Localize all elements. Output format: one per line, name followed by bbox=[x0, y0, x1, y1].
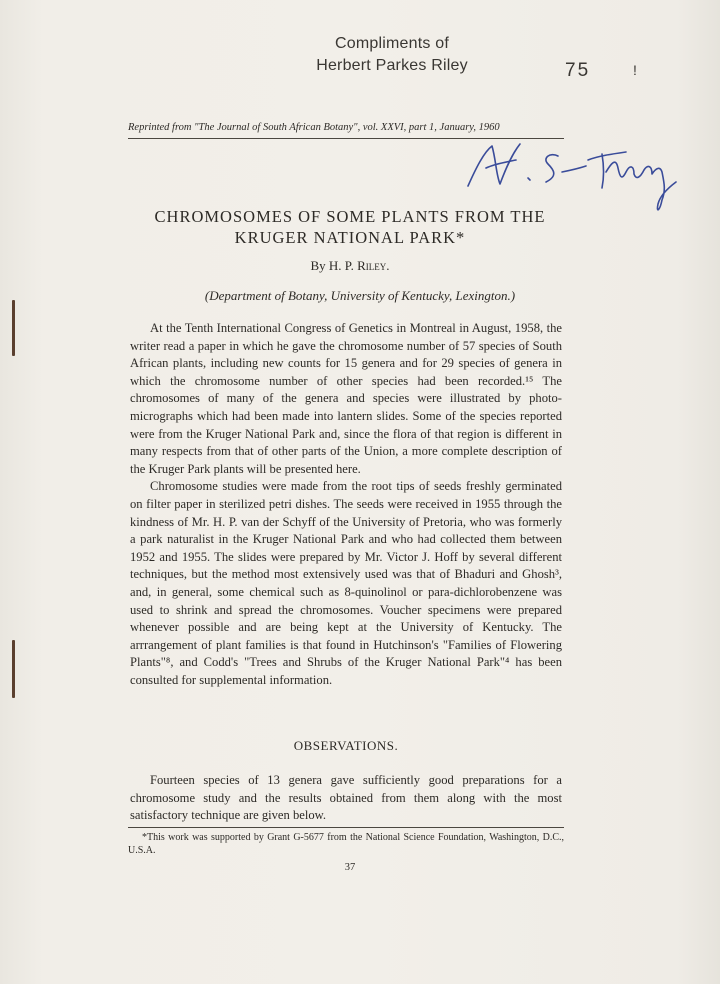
author-affiliation: (Department of Botany, University of Kentucky, Lexington.) bbox=[204, 288, 516, 303]
stamped-number: 75 bbox=[565, 60, 591, 81]
footnote-text: *This work was supported by Grant G-5677 from the National Science Foundation, Washington, D.C., U.S.A. bbox=[128, 832, 564, 856]
paragraph-1: At the Tenth International Congress of Genetics in Montreal in August, 1958, the writer read a paper in which he gave the chromosome number of 57 species of South African plants, including new counts for 15 genera and for 29 species of genera in which the chromosome number of other species had been recorded.¹⁵ The chromosomes of many of the genera and species were illustrated by photo-micrographs which had been made into lantern slides. Some of the species reported were from the Kruger National Park and, since the flora of that region is different in many respects from that of other parts of the Union, a more complete description of the Kruger Park plants will be presented here. bbox=[130, 321, 562, 476]
observations-text bbox=[130, 772, 562, 825]
paragraph-3: Fourteen species of 13 genera gave sufficiently good preparations for a chromosome study and the results obtained from them along with the most satisfactory technique are given below. bbox=[130, 773, 562, 823]
article-title-line1: CHROMOSOMES OF SOME PLANTS FROM THE bbox=[154, 207, 546, 226]
footnote bbox=[128, 832, 564, 857]
author-name: H. P. Riley. bbox=[328, 258, 390, 273]
compliments-stamp-line1: Compliments of bbox=[335, 35, 449, 52]
footnote-rule bbox=[128, 827, 564, 828]
byline-prefix: By bbox=[310, 258, 326, 273]
section-heading-observations: OBSERVATIONS. bbox=[293, 738, 399, 753]
byline bbox=[100, 258, 600, 274]
paragraph-2: Chromosome studies were made from the root tips of seeds freshly germinated on filter paper in sterilized petri dishes. The seeds were received in 1955 through the kindness of Mr. H. P. van der Schyff of the University of Pretoria, who was formerly a park naturalist in the Kruger National Park and who had collected them between 1952 and 1955. The slides were prepared by Mr. Victor J. Hoff by several different techniques, but the method most extensively used was that of Bhaduri and Ghosh³, and, in general, some chemical such as 8-quinolinol or para-dichlorobenzene was used to shrink and spread the chromosomes. Voucher specimens were prepared whenever possible and are being kept at the University of Kentucky. The arrrangement of plant families is that found in Hutchinson's "Families of Flowering Plants"⁸, and Codd's "Trees and Shrubs of the Kruger National Park"⁴ has been consulted for supplemental information. bbox=[130, 479, 562, 687]
article-title-line2: KRUGER NATIONAL PARK* bbox=[234, 228, 466, 247]
compliments-stamp-line2: Herbert Parkes Riley bbox=[316, 57, 468, 74]
left-edge-mark-lower bbox=[12, 640, 15, 698]
reprint-citation: Reprinted from "The Journal of South African Botany", vol. XXVI, part 1, January, 1960 bbox=[128, 122, 500, 133]
introduction-text bbox=[130, 320, 562, 689]
left-edge-mark-upper bbox=[12, 300, 15, 356]
page-number: 37 bbox=[344, 862, 356, 873]
stamped-mark: ! bbox=[633, 62, 637, 78]
